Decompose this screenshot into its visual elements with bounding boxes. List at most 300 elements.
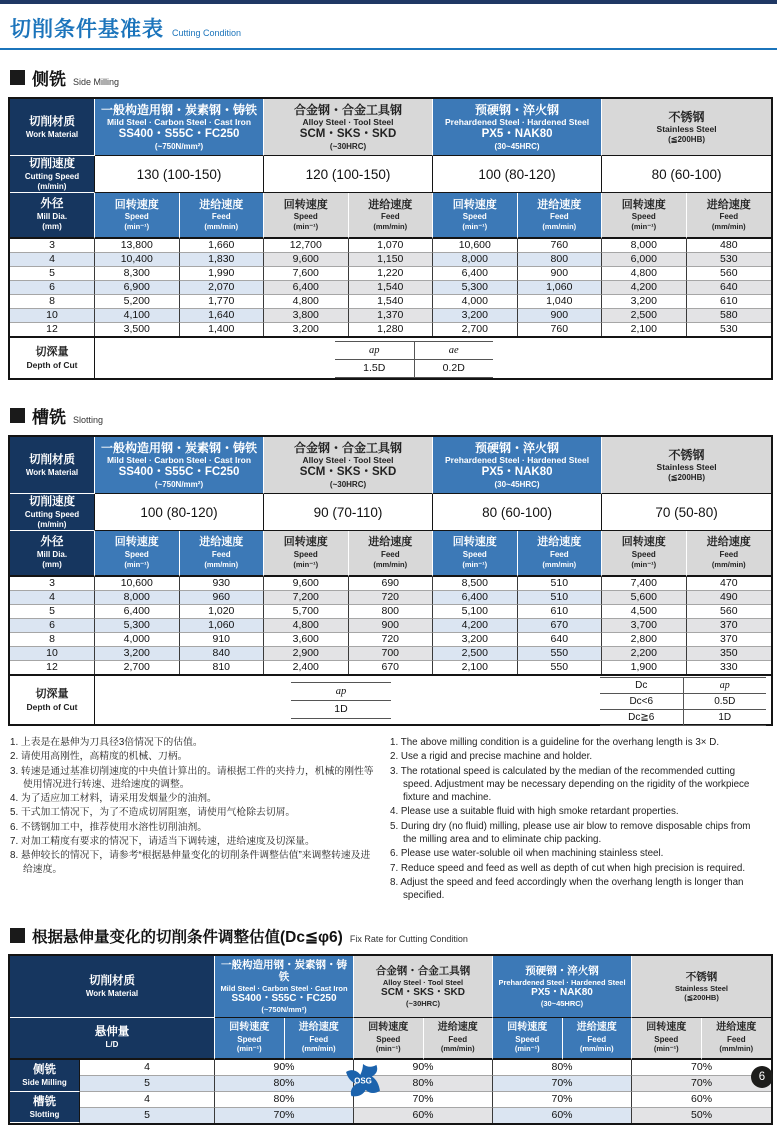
value-cell: 4,200 xyxy=(433,619,518,633)
value-cell: 720 xyxy=(349,633,434,647)
value-cell: 2,700 xyxy=(95,661,180,674)
value-cell: 6,000 xyxy=(602,253,687,267)
value-cell: 4,800 xyxy=(602,267,687,281)
mill-dia-cell: 4 xyxy=(10,253,95,267)
percent-cell: 70% xyxy=(632,1076,771,1092)
label-line: Slotting xyxy=(29,1109,60,1119)
value-cell: 510 xyxy=(518,577,603,591)
value-cell: 550 xyxy=(518,647,603,661)
value-cell: 1,370 xyxy=(349,309,434,323)
header-line: 进给速度 xyxy=(716,1022,757,1034)
material-header-mild-steel xyxy=(95,437,264,494)
overhang-value-cell: 5 xyxy=(80,1076,215,1092)
value-cell: 5,700 xyxy=(264,605,349,619)
value-cell: 1,540 xyxy=(349,295,434,309)
header-line: Speed xyxy=(654,1034,679,1044)
value-cell: 6,400 xyxy=(264,281,349,295)
header-line: (mm/min) xyxy=(204,221,239,231)
mill-dia-cell: 6 xyxy=(10,281,95,295)
ap-label: ap xyxy=(291,682,391,700)
value-cell: 530 xyxy=(687,323,772,336)
header-line: (min⁻¹) xyxy=(293,221,319,231)
note-item: 5. During dry (no fluid) milling, please use air blow to remove disposable chips from the milling area and to eliminate chip packing. xyxy=(390,820,751,846)
overhang-value-cell: 4 xyxy=(80,1092,215,1108)
value-cell: 4,800 xyxy=(264,619,349,633)
header-line: Speed xyxy=(293,550,318,560)
header-line: (min⁻¹) xyxy=(462,221,488,231)
label-cn: 切深量 xyxy=(35,688,69,701)
material-note: (~30HRC) xyxy=(329,141,367,151)
overhang-label xyxy=(10,1018,215,1060)
square-bullet-icon xyxy=(10,928,25,943)
material-en: Stainless Steel xyxy=(656,462,717,473)
speed-column-header xyxy=(95,193,180,239)
header-line: (mm/min) xyxy=(719,1044,754,1054)
header-line: Speed xyxy=(515,1034,540,1044)
ap-label: ap xyxy=(335,341,414,359)
header-line: Feed xyxy=(448,1034,468,1044)
page-number: 6 xyxy=(751,1066,773,1088)
material-note: (~30HRC) xyxy=(406,998,440,1008)
value-cell: 760 xyxy=(518,323,603,336)
side-milling-rows xyxy=(10,239,771,336)
material-grades: SS400・S55C・FC250 xyxy=(231,993,337,1005)
label-en: Depth of Cut xyxy=(26,359,78,370)
header-line: Feed xyxy=(309,1034,329,1044)
value-cell: 6,400 xyxy=(95,605,180,619)
feed-column-header xyxy=(285,1018,355,1060)
mill-dia-cell: 8 xyxy=(10,295,95,309)
header-line: 进给速度 xyxy=(576,1022,617,1034)
material-en: Mild Steel · Carbon Steel · Cast Iron xyxy=(106,455,252,466)
table-row xyxy=(10,323,771,336)
page-title: 切削条件基准表 xyxy=(10,18,164,41)
value-cell: 1,640 xyxy=(180,309,265,323)
label-en: Work Material xyxy=(25,467,79,477)
percent-cell: 70% xyxy=(215,1108,354,1123)
speed-column-header xyxy=(632,1018,702,1060)
value-cell: 510 xyxy=(518,591,603,605)
value-cell: 7,400 xyxy=(602,577,687,591)
value-cell: 2,800 xyxy=(602,633,687,647)
mill-dia-cell: 12 xyxy=(10,661,95,674)
label-en: Cutting Speed xyxy=(24,510,80,520)
material-grades: SCM・SKS・SKD xyxy=(299,128,397,141)
value-cell: 2,500 xyxy=(602,309,687,323)
value-cell: 900 xyxy=(518,309,603,323)
value-cell: 8,000 xyxy=(433,253,518,267)
value-cell: 560 xyxy=(687,267,772,281)
value-cell: 3,200 xyxy=(264,323,349,336)
material-en: Alloy Steel · Tool Steel xyxy=(302,117,394,128)
value-cell: 2,500 xyxy=(433,647,518,661)
header-line: 回转速度 xyxy=(114,536,159,549)
value-cell: 550 xyxy=(518,661,603,674)
material-cn: 一般构造用钢・炭素钢・铸铁 xyxy=(101,103,258,117)
header-line: Speed xyxy=(631,550,656,560)
notes-chinese xyxy=(10,736,376,904)
dc-value: 1D xyxy=(683,709,766,725)
value-cell: 900 xyxy=(518,267,603,281)
header-line: Feed xyxy=(380,212,400,222)
material-header-prehardened-steel xyxy=(433,437,602,494)
ae-value: 0.2D xyxy=(414,359,493,377)
value-cell: 4,100 xyxy=(95,309,180,323)
ap-value: 1.5D xyxy=(335,359,414,377)
square-bullet-icon xyxy=(10,408,25,423)
table-row xyxy=(10,647,771,661)
percent-cell: 50% xyxy=(632,1108,771,1123)
header-line: Speed xyxy=(293,212,318,222)
header-line: Speed xyxy=(124,550,149,560)
note-item: 1. 上表是在悬伸为刀具径3倍情况下的估值。 xyxy=(10,736,203,748)
value-cell: 5,300 xyxy=(95,619,180,633)
table-row xyxy=(10,295,771,309)
value-cell: 610 xyxy=(518,605,603,619)
value-cell: 3,200 xyxy=(602,295,687,309)
mill-dia-cell: 6 xyxy=(10,619,95,633)
row-group-label xyxy=(10,1092,80,1123)
material-header-alloy-steel xyxy=(264,437,433,494)
cutting-speed-value: 100 (80-120) xyxy=(433,156,602,193)
material-cn: 一般构造用钢・炭素钢・铸铁 xyxy=(221,958,347,984)
cutting-speed-value: 130 (100-150) xyxy=(95,156,264,193)
header-line: 进给速度 xyxy=(199,198,244,211)
header-line: (mm/min) xyxy=(542,559,577,569)
header-line: (min⁻¹) xyxy=(236,1044,262,1054)
dc-condition: Dc<6 xyxy=(600,693,683,709)
fix-rate-rows xyxy=(10,1060,771,1123)
header-line: Feed xyxy=(719,550,739,560)
mill-dia-cell: 5 xyxy=(10,605,95,619)
label-cn: 切削材质 xyxy=(29,115,75,128)
value-cell: 1,220 xyxy=(349,267,434,281)
depth-of-cut-label xyxy=(10,336,95,378)
material-cn: 预硬钢・淬火钢 xyxy=(475,103,560,117)
value-cell: 580 xyxy=(687,309,772,323)
material-grades: PX5・NAK80 xyxy=(531,986,593,998)
feed-column-header xyxy=(424,1018,494,1060)
header-line: Speed xyxy=(462,550,487,560)
value-cell: 10,600 xyxy=(433,239,518,253)
label-unit: (mm) xyxy=(42,560,62,570)
speed-column-header xyxy=(433,193,518,239)
mill-dia-label xyxy=(10,193,95,239)
value-cell: 1,040 xyxy=(518,295,603,309)
mill-dia-cell: 3 xyxy=(10,239,95,253)
value-cell: 3,800 xyxy=(264,309,349,323)
label-en: Depth of Cut xyxy=(26,701,78,712)
material-note: (~750N/mm²) xyxy=(154,141,204,151)
material-grades: PX5・NAK80 xyxy=(481,465,553,478)
ap-header: ap xyxy=(683,677,766,693)
value-cell: 700 xyxy=(349,647,434,661)
feed-column-header xyxy=(180,193,265,239)
page-header xyxy=(0,4,777,50)
note-item: 3. The rotational speed is calculated by the median of the recommended cutting speed. Adjustment may be necessary depending on the rigidity of the workpiece fixture and machine. xyxy=(390,765,750,804)
value-cell: 4,800 xyxy=(264,295,349,309)
value-cell: 6,400 xyxy=(433,267,518,281)
value-cell: 1,900 xyxy=(602,661,687,674)
value-cell: 5,300 xyxy=(433,281,518,295)
percent-cell: 80% xyxy=(215,1076,354,1092)
material-header-mild-steel xyxy=(215,956,354,1019)
material-grades: SCM・SKS・SKD xyxy=(381,986,465,998)
header-line: Feed xyxy=(211,550,231,560)
value-cell: 1,660 xyxy=(180,239,265,253)
header-line: 回转速度 xyxy=(114,198,159,211)
feed-column-header xyxy=(518,193,603,239)
header-line: (min⁻¹) xyxy=(124,221,150,231)
value-cell: 370 xyxy=(687,619,772,633)
material-cn: 不锈钢 xyxy=(685,970,718,983)
percent-cell: 60% xyxy=(632,1092,771,1108)
material-header-stainless-steel xyxy=(632,956,771,1019)
material-header-alloy-steel xyxy=(354,956,493,1019)
label-en: Cutting Speed xyxy=(24,172,80,182)
value-cell: 7,200 xyxy=(264,591,349,605)
material-cn: 合金钢・合金工具钢 xyxy=(294,103,403,117)
value-cell: 490 xyxy=(687,591,772,605)
value-cell: 5,600 xyxy=(602,591,687,605)
value-cell: 3,200 xyxy=(433,309,518,323)
header-line: Speed xyxy=(376,1034,401,1044)
cutting-speed-row xyxy=(10,156,771,193)
note-item: 8. Adjust the speed and feed accordingly when the overhang length is longer than specified. xyxy=(390,877,744,902)
header-line: (min⁻¹) xyxy=(375,1044,401,1054)
value-cell: 6,400 xyxy=(433,591,518,605)
work-material-label xyxy=(10,437,95,494)
note-item: 4. 为了适应加工材料，请采用发烟量少的油剂。 xyxy=(10,793,217,805)
speed-column-header xyxy=(215,1018,285,1060)
value-cell: 1,150 xyxy=(349,253,434,267)
depth-of-cut-values xyxy=(95,674,771,724)
header-line: 进给速度 xyxy=(298,1022,339,1034)
mill-dia-cell: 4 xyxy=(10,591,95,605)
header-line: (min⁻¹) xyxy=(293,559,319,569)
header-line: Feed xyxy=(549,212,569,222)
column-header-row xyxy=(10,1018,771,1060)
value-cell: 6,900 xyxy=(95,281,180,295)
note-item: 7. Reduce speed and feed as well as depth of cut when high precision is required. xyxy=(390,862,746,874)
value-cell: 4,000 xyxy=(433,295,518,309)
material-header-prehardened-steel xyxy=(433,99,602,156)
cutting-speed-value: 70 (50-80) xyxy=(602,494,771,531)
value-cell: 1,830 xyxy=(180,253,265,267)
value-cell: 8,500 xyxy=(433,577,518,591)
header-line: 进给速度 xyxy=(537,198,582,211)
value-cell: 480 xyxy=(687,239,772,253)
cutting-speed-value: 100 (80-120) xyxy=(95,494,264,531)
material-header-row xyxy=(10,99,771,156)
value-cell: 930 xyxy=(180,577,265,591)
value-cell: 2,100 xyxy=(602,323,687,336)
value-cell: 2,070 xyxy=(180,281,265,295)
material-en: Alloy Steel · Tool Steel xyxy=(302,455,394,466)
label-line: 槽铣 xyxy=(33,1095,56,1108)
mill-dia-cell: 5 xyxy=(10,267,95,281)
header-line: 进给速度 xyxy=(537,536,582,549)
table-row xyxy=(10,591,771,605)
percent-cell: 60% xyxy=(354,1108,493,1123)
header-line: 进给速度 xyxy=(437,1022,478,1034)
value-cell: 8,300 xyxy=(95,267,180,281)
depth-of-cut-row xyxy=(10,674,771,724)
header-line: 回转速度 xyxy=(452,198,497,211)
header-line: Speed xyxy=(631,212,656,222)
value-cell: 1,060 xyxy=(518,281,603,295)
value-cell: 8,000 xyxy=(602,239,687,253)
value-cell: 3,200 xyxy=(433,633,518,647)
label-en: Work Material xyxy=(25,129,79,139)
header-line: 回转速度 xyxy=(646,1022,687,1034)
label-cn: 切削材质 xyxy=(29,453,75,466)
header-line: (mm/min) xyxy=(711,221,746,231)
header-line: 回转速度 xyxy=(452,536,497,549)
table-row xyxy=(10,661,771,674)
header-line: Speed xyxy=(237,1034,262,1044)
value-cell: 330 xyxy=(687,661,772,674)
header-line: Feed xyxy=(719,212,739,222)
dc-value: 0.5D xyxy=(683,693,766,709)
header-line: 进给速度 xyxy=(706,536,751,549)
header-line: 回转速度 xyxy=(283,536,328,549)
label-en: Mill Dia. xyxy=(36,212,68,222)
label-cn: 悬伸量 xyxy=(94,1026,130,1039)
table-row xyxy=(10,1060,771,1076)
speed-column-header xyxy=(264,531,349,577)
value-cell: 900 xyxy=(349,619,434,633)
label-en: Mill Dia. xyxy=(36,550,68,560)
label-en: L/D xyxy=(105,1040,119,1050)
value-cell: 10,600 xyxy=(95,577,180,591)
material-en: Mild Steel · Carbon Steel · Cast Iron xyxy=(220,983,348,993)
section-heading-side-milling xyxy=(10,65,769,90)
value-cell: 670 xyxy=(349,661,434,674)
mill-dia-label xyxy=(10,531,95,577)
value-cell: 13,800 xyxy=(95,239,180,253)
header-line: (mm/min) xyxy=(204,559,239,569)
label-cn: 外径 xyxy=(40,198,64,211)
percent-cell: 70% xyxy=(632,1060,771,1076)
value-cell: 1,990 xyxy=(180,267,265,281)
value-cell: 910 xyxy=(180,633,265,647)
label-unit: (m/min) xyxy=(37,182,67,192)
section-title-en: Fix Rate for Cutting Condition xyxy=(349,933,468,944)
material-grades: PX5・NAK80 xyxy=(481,128,553,141)
material-cn: 不锈钢 xyxy=(668,109,705,124)
depth-of-cut-row xyxy=(10,336,771,378)
label-unit: (mm) xyxy=(42,222,62,232)
logo-text: OSG xyxy=(354,1076,372,1086)
value-cell: 350 xyxy=(687,647,772,661)
note-item: 6. 不锈钢加工中，推荐使用水溶性切削油剂。 xyxy=(10,821,208,833)
work-material-label xyxy=(10,956,215,1019)
dc-header: Dc xyxy=(600,677,683,693)
feed-column-header xyxy=(180,531,265,577)
label-cn: 切削材质 xyxy=(89,974,135,987)
page-title-en: Cutting Condition xyxy=(172,28,242,38)
value-cell: 1,020 xyxy=(180,605,265,619)
material-grades: SS400・S55C・FC250 xyxy=(118,128,240,141)
table-row xyxy=(10,309,771,323)
value-cell: 1,060 xyxy=(180,619,265,633)
table-row xyxy=(10,577,771,591)
value-cell: 2,400 xyxy=(264,661,349,674)
feed-column-header xyxy=(563,1018,633,1060)
row-group-label xyxy=(10,1060,80,1092)
cutting-speed-label xyxy=(10,494,95,531)
value-cell: 800 xyxy=(349,605,434,619)
ap-mini-table xyxy=(291,682,391,719)
header-line: 回转速度 xyxy=(283,198,328,211)
table-row xyxy=(10,253,771,267)
side-milling-table xyxy=(8,97,773,380)
note-item: 5. 干式加工情况下，为了不造成切屑阻塞，请使用气枪除去切屑。 xyxy=(10,807,296,819)
material-en: Mild Steel · Carbon Steel · Cast Iron xyxy=(106,117,252,128)
table-row xyxy=(10,619,771,633)
slotting-table xyxy=(8,435,773,726)
table-row xyxy=(10,267,771,281)
osg-logo-icon xyxy=(345,1064,381,1102)
material-note: (~750N/mm²) xyxy=(154,479,204,489)
material-cn: 不锈钢 xyxy=(668,447,705,462)
dc-condition: Dc≧6 xyxy=(600,709,683,725)
overhang-value-cell: 5 xyxy=(80,1108,215,1123)
value-cell: 8,000 xyxy=(95,591,180,605)
value-cell: 610 xyxy=(687,295,772,309)
header-line: Feed xyxy=(380,550,400,560)
fix-rate-table xyxy=(8,954,773,1125)
value-cell: 12,700 xyxy=(264,239,349,253)
value-cell: 810 xyxy=(180,661,265,674)
percent-cell: 70% xyxy=(354,1092,493,1108)
label-unit: (m/min) xyxy=(37,520,67,530)
material-header-mild-steel xyxy=(95,99,264,156)
material-grades: SCM・SKS・SKD xyxy=(299,465,397,478)
value-cell: 370 xyxy=(687,633,772,647)
material-cn: 预硬钢・淬火钢 xyxy=(525,964,599,977)
value-cell: 5,200 xyxy=(95,295,180,309)
slotting-rows xyxy=(10,577,771,674)
value-cell: 840 xyxy=(180,647,265,661)
header-line: (min⁻¹) xyxy=(631,221,657,231)
table-row xyxy=(10,605,771,619)
value-cell: 3,600 xyxy=(264,633,349,647)
material-note: (≦200HB) xyxy=(684,992,719,1002)
square-bullet-icon xyxy=(10,70,25,85)
note-item: 1. The above milling condition is a guideline for the overhang length is 3× D. xyxy=(390,736,720,748)
cutting-speed-value: 80 (60-100) xyxy=(433,494,602,531)
overhang-value-cell: 4 xyxy=(80,1060,215,1076)
value-cell: 1,770 xyxy=(180,295,265,309)
feed-column-header xyxy=(687,531,772,577)
column-header-row xyxy=(10,193,771,239)
header-line: (mm/min) xyxy=(373,221,408,231)
header-line: (mm/min) xyxy=(373,559,408,569)
header-line: (mm/min) xyxy=(542,221,577,231)
percent-cell: 80% xyxy=(493,1060,632,1076)
value-cell: 690 xyxy=(349,577,434,591)
column-header-row xyxy=(10,531,771,577)
value-cell: 560 xyxy=(687,605,772,619)
value-cell: 4,500 xyxy=(602,605,687,619)
value-cell: 4,000 xyxy=(95,633,180,647)
note-item: 6. Please use water-soluble oil when machining stainless steel. xyxy=(390,848,664,860)
header-line: 进给速度 xyxy=(368,198,413,211)
table-row xyxy=(10,239,771,253)
value-cell: 640 xyxy=(687,281,772,295)
